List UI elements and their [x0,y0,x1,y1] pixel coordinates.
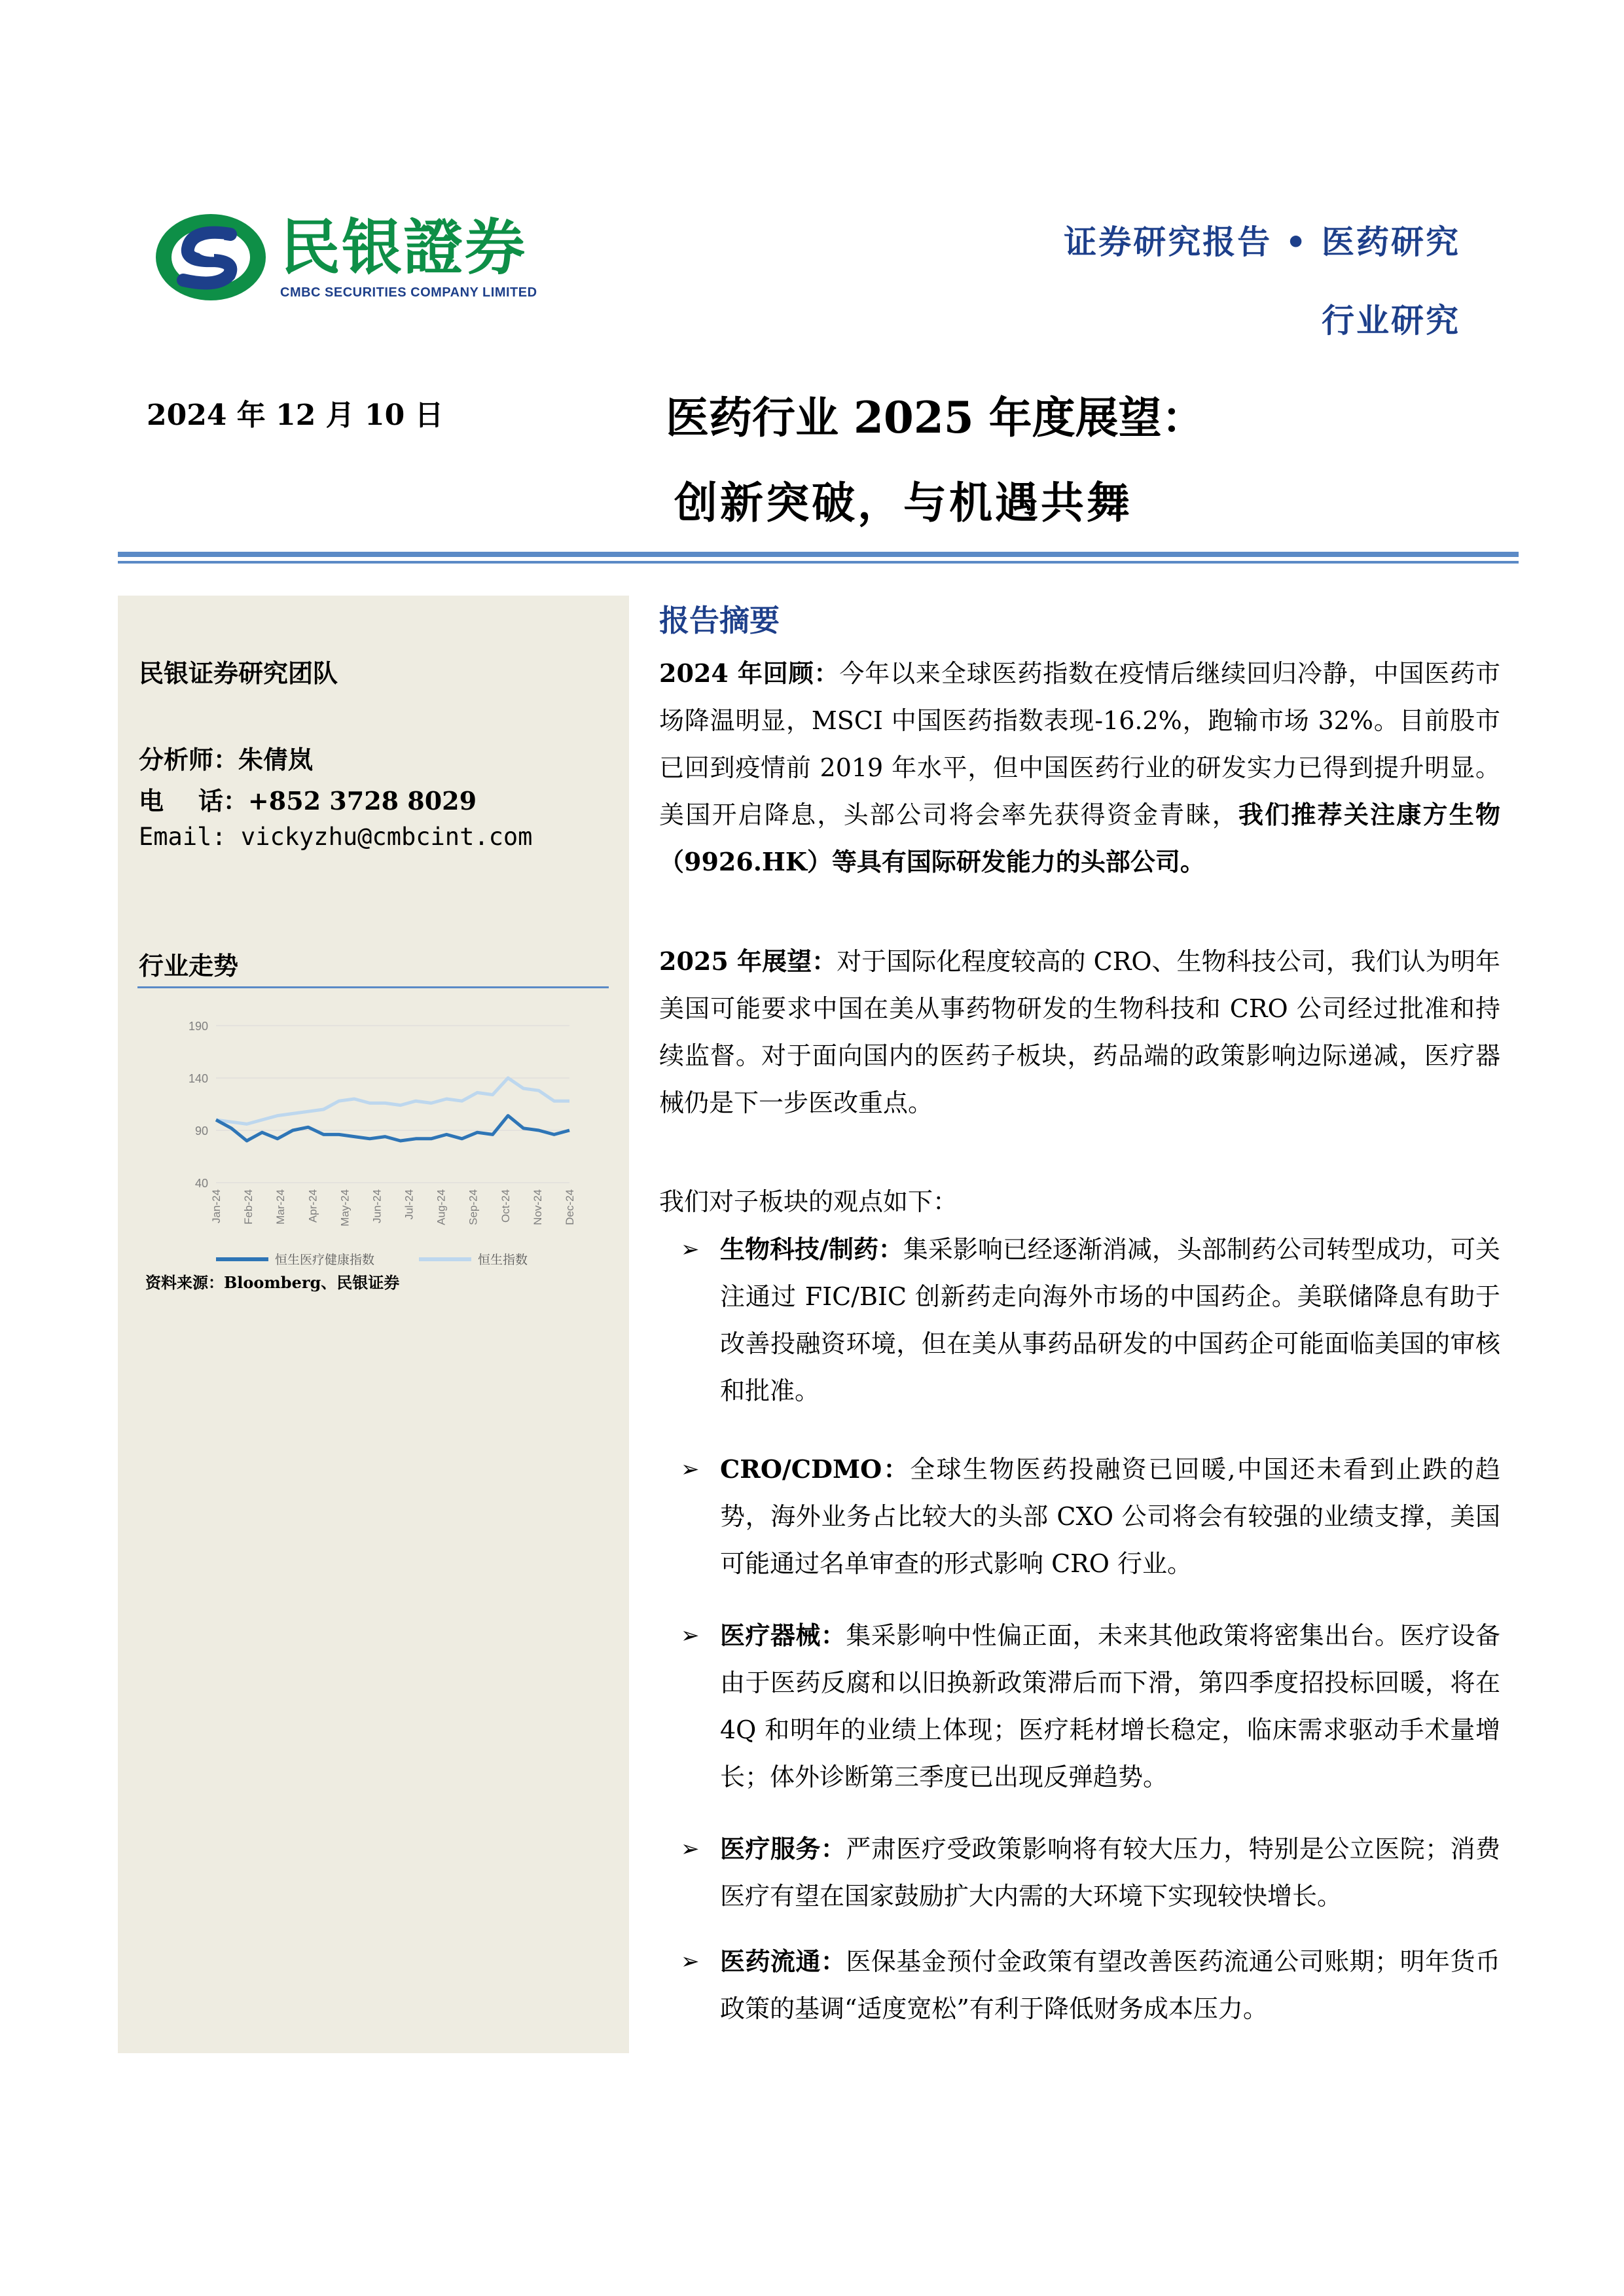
x-tick-label: Jul-24 [403,1189,416,1220]
logo-english-name: CMBC SECURITIES COMPANY LIMITED [280,285,537,300]
x-tick-label: Dec-24 [564,1189,576,1225]
x-tick-label: Feb-24 [242,1189,255,1225]
logo-mark-icon [152,208,270,306]
subsector-intro: 我们对子板块的观点如下： [659,1187,958,1216]
report-date: 2024 年 12 月 10 日 [147,399,444,432]
sidebar-panel [118,596,629,2053]
y-tick-label: 40 [194,1177,208,1190]
outlook-paragraph [659,938,1500,1126]
industry-trend-chart [137,996,609,1271]
trend-title: 行业走势 [139,951,239,980]
y-tick-label: 190 [188,1020,208,1033]
bullet-text: 严肃医疗受政策影响将有较大压力，特别是公立医院；消费医疗有望在国家鼓励扩大内需的大环境下实现较快增长。 [720,1835,1500,1910]
review-recommendation: 我们推荐关注康方生物（9926.HK）等具有国际研发能力的头部公司。 [659,800,1500,876]
series-line [216,1078,569,1124]
bullet-text: 全球生物医药投融资已回暖,中国还未看到止跌的趋势，海外业务占比较大的头部 CXO 公司将会有较强的业绩支撑，美国可能通过名单审查的形式影响 CRO 行业。 [720,1455,1500,1578]
analyst-phone: 电 话：+852 3728 8029 [139,786,477,816]
bullet-label: 生物科技/制药： [720,1234,903,1264]
x-tick-label: Apr-24 [306,1189,319,1223]
header-divider-thick [118,552,1519,557]
logo-chinese-name: 民银證券 [280,212,527,283]
research-team: 民银证券研究团队 [139,658,338,688]
list-item [681,1825,1500,1920]
chart-lines [216,1078,569,1141]
list-item [681,1938,1500,2032]
bullet-label: CRO/CDMO： [720,1454,911,1484]
analyst-email[interactable]: Email: vickyzhu@cmbcint.com [139,823,533,851]
review-label: 2024 年回顾： [659,658,840,688]
y-tick-label: 140 [188,1072,208,1085]
bullet-text: 医保基金预付金政策有望改善医药流通公司账期；明年货币政策的基调“适度宽松”有利于降低财务成本压力。 [720,1947,1500,2023]
chart-y-ticks [189,1020,208,1190]
legend-label: 恒生指数 [478,1253,528,1267]
bullet-text: 集采影响已经逐渐消减，头部制药公司转型成功，可关注通过 FIC/BIC 创新药走向海外市场的中国药企。美联储降息有助于改善投融资环境，但在美从事药品研发的中国药企可能面临美国的审核和批准。 [720,1235,1500,1405]
x-tick-label: Aug-24 [435,1189,448,1225]
x-tick-label: Sep-24 [467,1189,480,1225]
x-tick-label: May-24 [338,1189,352,1227]
list-item [681,1226,1500,1414]
report-subcategory: 行业研究 [1322,301,1460,340]
report-title-line1: 医药行业 2025 年度展望： [666,392,1205,443]
x-tick-label: Mar-24 [274,1189,287,1225]
outlook-label: 2025 年展望： [659,946,837,976]
review-text: 今年以来全球医药指数在疫情后继续回归冷静，中国医药市场降温明显，MSCI 中国医药指数表现-16.2%，跑输市场 32%。目前股市已回到疫情前 2019 年水平，但中国医药行业的研发实力已得到提升明显。美国开启降息，头部公司将会率先获得资金青睐， [659,659,1500,829]
bullet-label: 医疗器械： [720,1621,846,1650]
report-category: 证券研究报告 • 医药研究 [1064,223,1460,261]
list-item [681,1446,1500,1587]
x-tick-label: Nov-24 [531,1189,544,1225]
bullet-text: 集采影响中性偏正面，未来其他政策将密集出台。医疗设备由于医药反腐和以旧换新政策滞后而下滑，第四季度招投标回暖，将在 4Q 和明年的业绩上体现；医疗耗材增长稳定，临床需求驱动手术量增长；体外诊断第三季度已出现反弹趋势。 [720,1621,1500,1791]
chart-legend [216,1253,528,1267]
x-tick-label: Oct-24 [499,1189,512,1223]
x-tick-label: Jun-24 [370,1189,384,1223]
chart-source: 资料来源：Bloomberg、民银证券 [145,1273,400,1292]
summary-section-title: 报告摘要 [659,603,780,638]
legend-label: 恒生医疗健康指数 [275,1253,375,1267]
arrow-bullet-icon: ➢ [681,1836,700,1862]
report-title-line2: 创新突破，与机遇共舞 [674,477,1132,528]
arrow-bullet-icon: ➢ [681,1948,700,1975]
arrow-bullet-icon: ➢ [681,1623,700,1649]
arrow-bullet-icon: ➢ [681,1456,700,1482]
header-divider-thin [118,561,1519,564]
trend-divider [137,986,609,988]
company-logo [152,208,558,306]
list-item [681,1612,1500,1801]
bullet-label: 医药流通： [720,1946,846,1976]
arrow-bullet-icon: ➢ [681,1236,700,1263]
analyst-name: 分析师：朱倩岚 [139,745,314,774]
x-tick-label: Jan-24 [210,1189,223,1223]
chart-x-ticks [210,1189,576,1227]
outlook-text: 对于国际化程度较高的 CRO、生物科技公司，我们认为明年美国可能要求中国在美从事药物研发的生物科技和 CRO 公司经过批准和持续监督。对于面向国内的医药子板块，药品端的政策影响边际递减，医疗器械仍是下一步医改重点。 [659,947,1500,1117]
y-tick-label: 90 [194,1124,208,1138]
review-paragraph [659,650,1500,886]
bullet-label: 医疗服务： [720,1834,846,1863]
